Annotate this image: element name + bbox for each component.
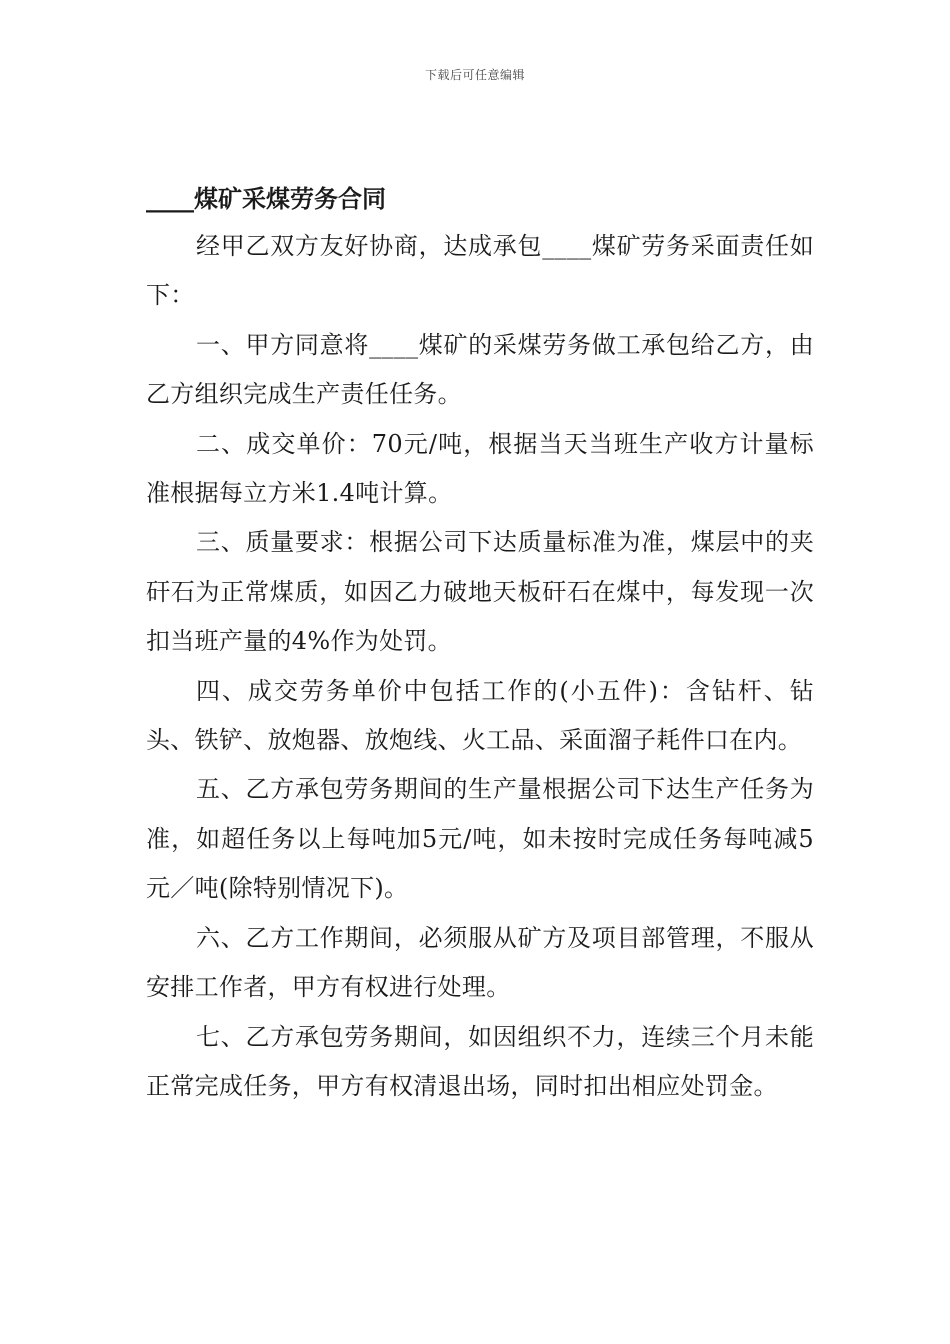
paragraph-clause-6: 六、乙方工作期间，必须服从矿方及项目部管理，不服从安排工作者，甲方有权进行处理。 [146,923,814,1002]
paragraph-clause-7: 七、乙方承包劳务期间，如因组织不力，连续三个月未能正常完成任务，甲方有权清退出场，同时扣出相应处罚金。 [146,1022,814,1100]
paragraph-clause-2: 二、成交单价：70元/吨，根据当天当班生产收方计量标准根据每立方米1.4吨计算。 [146,429,814,508]
document-title: ____煤矿采煤劳务合同 [146,184,386,213]
paragraph-clause-4: 四、成交劳务单价中包括工作的(小五件)：含钻杆、钻头、铁铲、放炮器、放炮线、火工品、采面溜子耗件口在内。 [146,676,814,755]
document-body [146,176,814,1111]
paragraph-clause-3: 三、质量要求：根据公司下达质量标准为准，煤层中的夹矸石为正常煤质，如因乙力破地天板矸石在煤中，每发现一次扣当班产量的4%作为处罚。 [146,528,814,656]
page-header-note: 下载后可任意编辑 [424,68,525,82]
paragraph-clause-1: 一、甲方同意将____煤矿的采煤劳务做工承包给乙方，由乙方组织完成生产责任任务。 [146,330,814,409]
paragraph-clause-5: 五、乙方承包劳务期间的生产量根据公司下达生产任务为准，如超任务以上每吨加5元/吨，如未按时完成任务每吨减5元／吨(除特别情况下)。 [146,775,814,903]
paragraph-intro: 经甲乙双方友好协商，达成承包____煤矿劳务采面责任如下： [146,232,814,310]
